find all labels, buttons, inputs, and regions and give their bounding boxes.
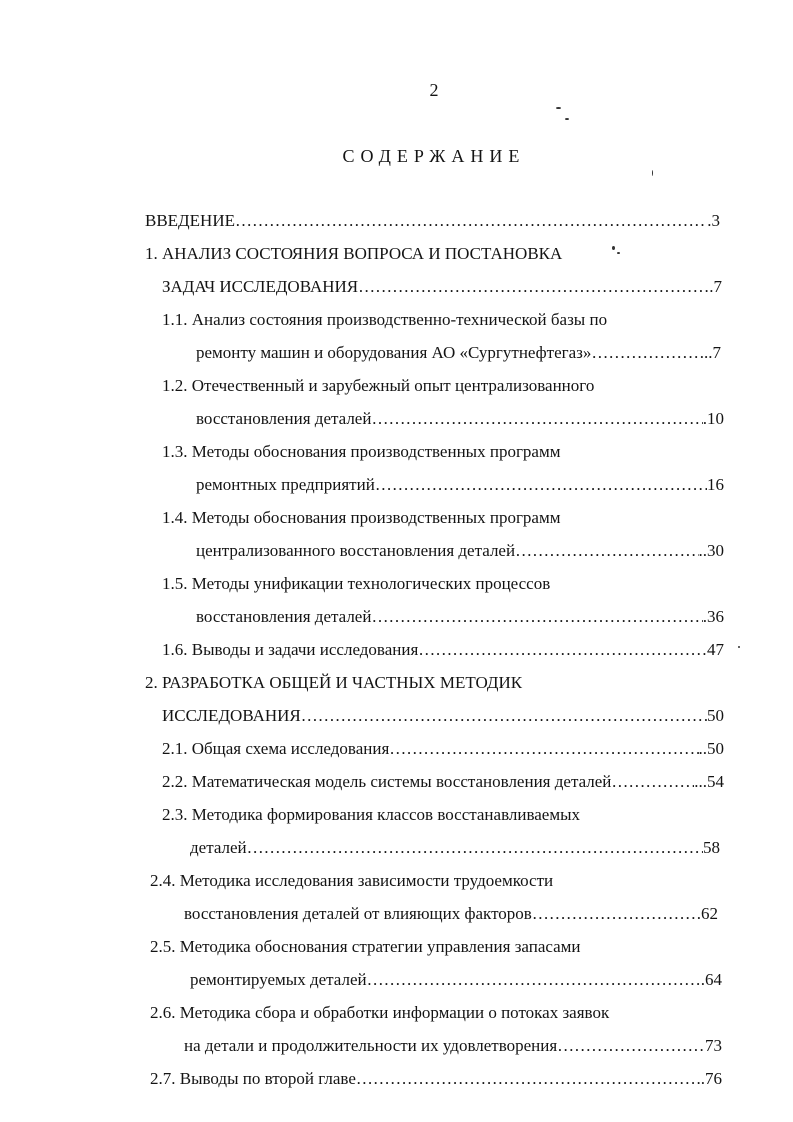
toc-entry-1-4-line1 xyxy=(162,507,560,529)
toc-page-number: 73 xyxy=(705,1036,722,1055)
toc-entry-2-2 xyxy=(162,771,724,793)
dot-leader xyxy=(418,639,707,661)
toc-entry-2-4-line1 xyxy=(150,870,553,892)
toc-page-number: 50 xyxy=(707,706,724,725)
toc-entry-text: 2.4. Методика исследования зависимости трудоемкости xyxy=(150,871,554,890)
toc-page-number: .3 xyxy=(707,211,720,230)
dot-leader xyxy=(301,705,707,727)
toc-entry-2-6-line1 xyxy=(150,1002,609,1024)
toc-entry-text: восстановления деталей xyxy=(196,607,372,626)
toc-entry-1-2-line2 xyxy=(196,408,724,430)
toc-page-number: .62 xyxy=(696,904,718,923)
toc-entry-1-1-line2 xyxy=(196,342,721,364)
dot-leader xyxy=(367,969,701,991)
toc-entry-text: 2.2. Математическая модель системы восстановления деталей xyxy=(162,772,612,791)
toc-entry-2-3-line2 xyxy=(190,837,720,859)
toc-chapter-1-line2 xyxy=(162,276,722,298)
dot-leader xyxy=(358,276,709,298)
dot-leader xyxy=(557,1035,705,1057)
toc-page-number: ...54 xyxy=(694,772,724,791)
toc-entry-2-4-line2 xyxy=(184,903,718,925)
toc-page-number: .7 xyxy=(709,277,722,296)
toc-entry-text: на детали и продолжительности их удовлетворения xyxy=(184,1036,558,1055)
toc-entry-text: 1.2. Отечественный и зарубежный опыт централизованного xyxy=(162,376,595,395)
toc-entry-text: восстановления деталей от влияющих факторов xyxy=(184,904,532,923)
toc-entry-text: 1. АНАЛИЗ СОСТОЯНИЯ ВОПРОСА И ПОСТАНОВКА xyxy=(145,244,563,263)
toc-entry-text: 1.3. Методы обоснования производственных программ xyxy=(162,442,561,461)
toc-entry-text: ремонтируемых деталей xyxy=(190,970,367,989)
toc-chapter-2-line1 xyxy=(145,672,522,694)
toc-entry-1-3-line1 xyxy=(162,441,560,463)
dot-leader xyxy=(515,540,698,562)
dot-leader xyxy=(591,342,704,364)
toc-entry-text: ремонту машин и оборудования АО «Сургутнефтегаз» xyxy=(196,343,592,362)
dot-leader xyxy=(247,837,703,859)
toc-chapter-1-line1 xyxy=(145,243,562,265)
toc-entry-1-2-line1 xyxy=(162,375,594,397)
toc-page-number: 58 xyxy=(703,838,720,857)
toc-page-number: ..50 xyxy=(698,739,724,758)
dot-leader xyxy=(611,771,694,793)
toc-entry-text: 1.4. Методы обоснования производственных программ xyxy=(162,508,561,527)
toc-entry-2-6-line2 xyxy=(184,1035,722,1057)
dot-leader xyxy=(375,474,707,496)
toc-page-number: .10 xyxy=(702,409,724,428)
scan-speck xyxy=(617,252,620,254)
toc-entry-text: деталей xyxy=(190,838,247,857)
toc-entry-2-1 xyxy=(162,738,724,760)
dot-leader xyxy=(356,1068,697,1090)
toc-page-number: 16 xyxy=(707,475,724,494)
toc-entry-1-4-line2 xyxy=(196,540,724,562)
toc-entry-2-5-line1 xyxy=(150,936,581,958)
dot-leader xyxy=(235,210,707,232)
toc-page-number: .64 xyxy=(700,970,722,989)
toc-entry-2-7 xyxy=(150,1068,722,1090)
toc-entry-text: ИССЛЕДОВАНИЯ xyxy=(162,706,301,725)
toc-page-number: ..7 xyxy=(704,343,721,362)
page-title: СОДЕРЖАНИЕ xyxy=(342,146,526,166)
toc-entry-text: 2.6. Методика сбора и обработки информации о потоках заявок xyxy=(150,1003,610,1022)
scan-speck xyxy=(738,646,740,648)
toc-page-number: 47 xyxy=(707,640,724,659)
dot-leader xyxy=(389,738,698,760)
page-number: 2 xyxy=(429,80,439,100)
toc-entry-text: ВВЕДЕНИЕ xyxy=(145,211,235,230)
toc-entry-text: 1.6. Выводы и задачи исследования xyxy=(162,640,419,659)
toc-entry-1-5-line1 xyxy=(162,573,550,595)
scan-speck xyxy=(556,107,561,109)
toc-entry-1-5-line2 xyxy=(196,606,724,628)
toc-entry-text: 2.3. Методика формирования классов восстанавливаемых xyxy=(162,805,581,824)
toc-chapter-2-line2 xyxy=(162,705,724,727)
toc-entry-text: ЗАДАЧ ИССЛЕДОВАНИЯ xyxy=(162,277,359,296)
toc-entry-text: ремонтных предприятий xyxy=(196,475,375,494)
toc-entry-text: восстановления деталей xyxy=(196,409,372,428)
scan-speck xyxy=(652,170,653,176)
toc-page-number: ..76 xyxy=(696,1069,722,1088)
toc-page-number: ..30 xyxy=(698,541,724,560)
scan-speck xyxy=(612,246,615,250)
toc-entry-1-6 xyxy=(162,639,724,661)
toc-entry-text: 2.1. Общая схема исследования xyxy=(162,739,390,758)
toc-entry-text: 1.5. Методы унификации технологических процессов xyxy=(162,574,551,593)
toc-entry-text: 2.5. Методика обоснования стратегии управления запасами xyxy=(150,937,581,956)
toc-entry-text: 2.7. Выводы по второй главе xyxy=(150,1069,356,1088)
dot-leader xyxy=(532,903,697,925)
toc-entry-text: централизованного восстановления деталей xyxy=(196,541,516,560)
toc-entry-2-3-line1 xyxy=(162,804,580,826)
toc-entry-1-3-line2 xyxy=(196,474,724,496)
scan-speck xyxy=(565,118,569,120)
toc-entry-1-1-line1 xyxy=(162,309,607,331)
toc-entry-text: 1.1. Анализ состояния производственно-технической базы по xyxy=(162,310,608,329)
dot-leader xyxy=(371,606,702,628)
dot-leader xyxy=(371,408,702,430)
toc-entry-intro xyxy=(145,210,720,232)
toc-entry-2-5-line2 xyxy=(190,969,722,991)
toc-page-number: .36 xyxy=(702,607,724,626)
toc-entry-text: 2. РАЗРАБОТКА ОБЩЕЙ И ЧАСТНЫХ МЕТОДИК xyxy=(145,673,523,692)
